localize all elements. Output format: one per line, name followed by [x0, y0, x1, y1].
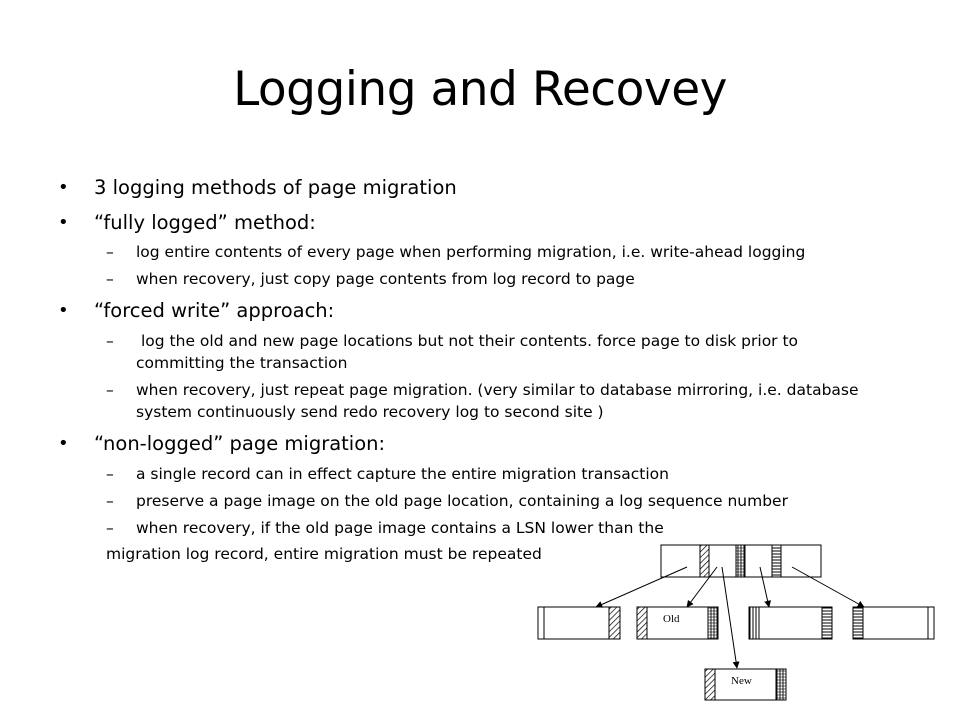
dash-marker: –	[106, 492, 114, 510]
bullet-marker: •	[58, 300, 69, 321]
sub-bullet	[106, 463, 906, 485]
bullet-fully-logged	[58, 211, 316, 235]
sub-bullet	[106, 330, 881, 374]
sub-bullet-text: log entire contents of every page when performing migration, i.e. write-ahead logging	[136, 243, 806, 261]
slide-title: Logging and Recovey	[233, 62, 727, 117]
new-page-label: New	[731, 675, 752, 687]
sub-bullet	[106, 490, 906, 512]
sub-bullet-continuation: migration log record, entire migration must be repeated	[106, 545, 542, 563]
sub-bullet	[106, 241, 906, 263]
child-page-3	[749, 607, 832, 639]
sub-bullet-text: log the old and new page locations but not their contents. force page to disk prior to committing the transaction	[136, 332, 799, 372]
bullet-marker: •	[58, 212, 69, 233]
bullet-forced-write	[58, 299, 335, 323]
dash-marker: –	[106, 243, 114, 261]
bullet-text: “forced write” approach:	[94, 299, 335, 322]
sub-bullet-text: when recovery, just repeat page migration. (very similar to database mirroring, i.e. database system continuously send redo recovery log to second site )	[136, 381, 859, 421]
bullet-text: “fully logged” method:	[94, 211, 316, 234]
page-migration-diagram	[530, 535, 940, 705]
sub-bullet	[106, 268, 906, 290]
sub-bullet-text: when recovery, just copy page contents from log record to page	[136, 270, 635, 288]
sub-bullet	[106, 379, 906, 423]
bullet-text: 3 logging methods of page migration	[94, 176, 457, 199]
dash-marker: –	[106, 332, 114, 350]
bullet-text: “non-logged” page migration:	[94, 432, 386, 455]
child-page-1	[538, 607, 620, 639]
child-page-4	[853, 607, 934, 639]
sub-bullet-text: preserve a page image on the old page location, containing a log sequence number	[136, 492, 788, 510]
bullet-marker: •	[58, 433, 69, 454]
bullet-logging-methods	[58, 176, 457, 200]
child-page-new	[705, 669, 786, 700]
child-page-old	[637, 607, 718, 639]
root-page	[661, 545, 821, 577]
old-page-label: Old	[663, 613, 680, 625]
bullet-marker: •	[58, 177, 69, 198]
sub-bullet-text: a single record can in effect capture the entire migration transaction	[136, 465, 669, 483]
dash-marker: –	[106, 519, 114, 537]
dash-marker: –	[106, 270, 114, 288]
bullet-non-logged	[58, 432, 386, 456]
sub-bullet-text: when recovery, if the old page image contains a LSN lower than the	[136, 519, 664, 537]
dash-marker: –	[106, 381, 114, 399]
dash-marker: –	[106, 465, 114, 483]
